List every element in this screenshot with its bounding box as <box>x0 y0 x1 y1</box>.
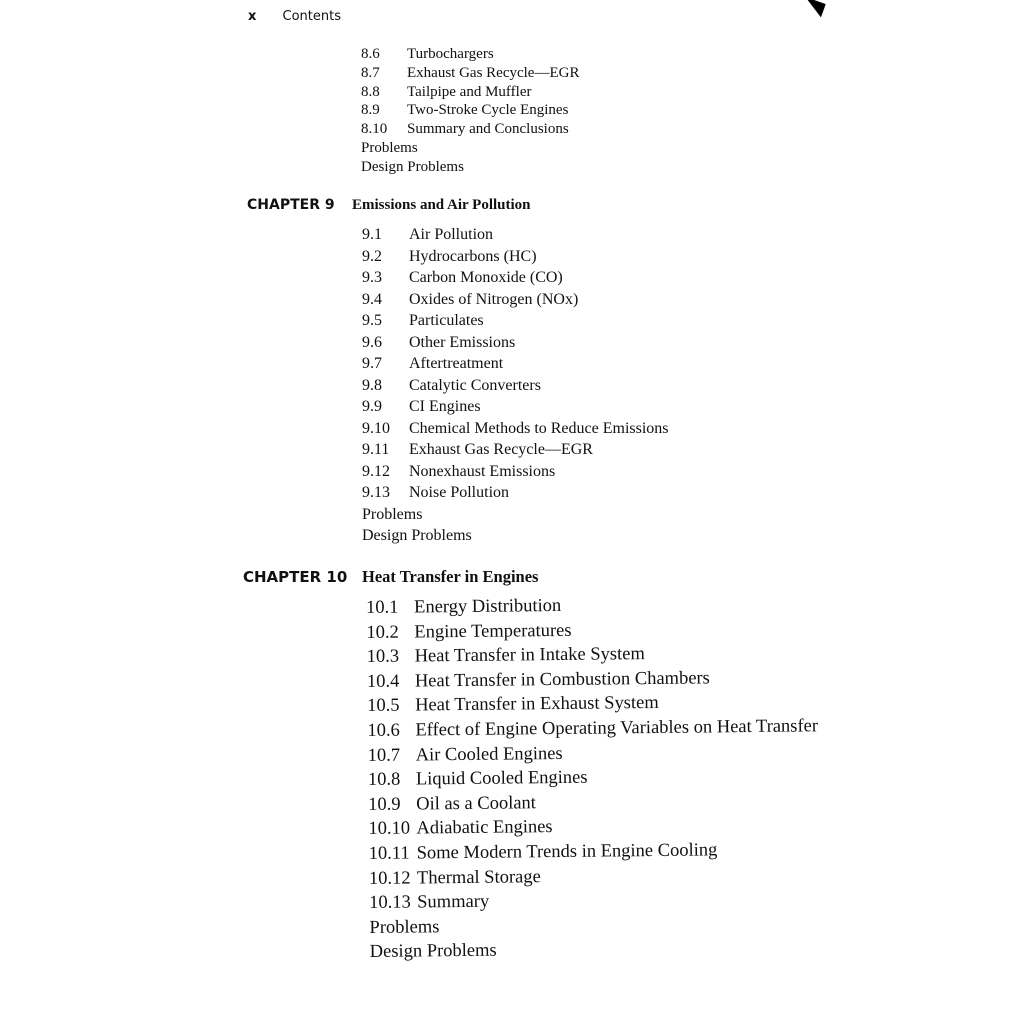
toc-entry <box>370 936 821 965</box>
page-marker: x <box>248 9 257 24</box>
section-title: Summary <box>417 891 490 913</box>
section-title: Summary and Conclusions <box>407 121 569 138</box>
toc-entry <box>362 482 669 504</box>
section-title: Hydrocarbons (HC) <box>409 247 537 265</box>
toc-entry <box>361 45 579 64</box>
toc-entry <box>361 83 579 102</box>
section-title: Turbochargers <box>407 46 494 62</box>
section-title: Tailpipe and Muffler <box>407 83 532 100</box>
section-number: 8.9 <box>361 102 380 119</box>
section-title: Effect of Engine Operating Variables on Heat Transfer <box>415 716 819 741</box>
section-title: Heat Transfer in Exhaust System <box>415 693 659 716</box>
chapter-title: Emissions and Air Pollution <box>352 197 531 213</box>
section-number: 8.7 <box>361 64 380 81</box>
section-title: Problems <box>369 916 440 938</box>
chapter-label: CHAPTER 9 <box>247 197 335 213</box>
header-title: Contents <box>282 9 342 24</box>
toc-entry <box>362 461 669 483</box>
section-number: 10.1 <box>366 597 399 618</box>
section-title: Nonexhaust Emissions <box>409 462 556 480</box>
section-title: CI Engines <box>409 398 481 415</box>
section-title: Chemical Methods to Reduce Emissions <box>409 419 669 437</box>
toc-entry <box>362 289 669 311</box>
toc-entry <box>362 504 669 526</box>
section-title: Design Problems <box>362 527 472 544</box>
toc-entry <box>362 439 669 461</box>
section-title: Exhaust Gas Recycle—EGR <box>407 64 580 81</box>
section-number: 9.6 <box>362 333 382 351</box>
toc-entry <box>361 101 579 120</box>
section-number: 9.7 <box>362 355 382 372</box>
section-number: 9.5 <box>362 312 382 329</box>
toc-entry <box>361 120 579 139</box>
section-title: Other Emissions <box>409 333 516 351</box>
toc-entry <box>362 375 669 397</box>
chapter-10-entries <box>366 591 820 965</box>
section-title: Catalytic Converters <box>409 376 541 394</box>
section-title: Liquid Cooled Engines <box>415 767 588 790</box>
section-title: Design Problems <box>361 158 464 175</box>
toc-entry <box>361 158 579 177</box>
chapter-9-heading <box>247 197 531 214</box>
chapter-9-entries <box>362 224 669 547</box>
section-title: Oxides of Nitrogen (NOx) <box>409 290 579 308</box>
section-number: 10.3 <box>366 646 400 668</box>
chapter-label: CHAPTER 10 <box>243 568 348 586</box>
toc-entry <box>362 224 669 246</box>
chapter-title: Heat Transfer in Engines <box>362 567 539 586</box>
toc-entry <box>362 310 669 332</box>
page-corner-mark <box>800 0 825 17</box>
section-title: Problems <box>362 505 423 523</box>
section-number: 10.7 <box>367 745 401 766</box>
section-number: 10.4 <box>366 671 400 692</box>
section-title: Design Problems <box>369 940 497 963</box>
section-title: Carbon Monoxide (CO) <box>409 269 563 286</box>
section-number: 9.3 <box>362 269 382 286</box>
section-title: Energy Distribution <box>414 595 562 618</box>
section-number: 9.2 <box>362 247 382 265</box>
section-number: 10.9 <box>368 794 401 815</box>
section-number: 10.10 <box>368 818 411 840</box>
section-title: Engine Temperatures <box>414 620 572 643</box>
section-number: 9.12 <box>362 462 390 480</box>
section-number: 9.8 <box>362 376 382 394</box>
section-number: 10.11 <box>368 843 410 864</box>
section-number: 10.12 <box>368 868 411 889</box>
section-number: 10.6 <box>367 720 400 741</box>
toc-entry <box>367 714 818 743</box>
section-number: 10.13 <box>369 892 411 914</box>
section-number: 8.10 <box>361 121 388 138</box>
toc-entry <box>361 64 579 83</box>
section-number: 10.8 <box>367 769 401 791</box>
section-number: 9.1 <box>362 226 382 243</box>
section-number: 9.4 <box>362 290 382 308</box>
section-title: Particulates <box>409 312 484 329</box>
toc-entry <box>361 139 579 158</box>
section-title: Aftertreatment <box>409 355 504 372</box>
section-title: Thermal Storage <box>416 866 541 889</box>
running-header <box>248 9 341 24</box>
section-number: 9.10 <box>362 419 390 437</box>
toc-entry <box>362 332 669 354</box>
section-title: Heat Transfer in Combustion Chambers <box>414 668 710 692</box>
toc-entry <box>362 246 669 268</box>
section-title: Air Pollution <box>409 226 494 243</box>
section-title: Air Cooled Engines <box>415 743 563 766</box>
toc-entry <box>362 396 669 418</box>
section-number: 10.2 <box>366 622 399 643</box>
toc-entry <box>362 418 669 440</box>
section-number: 9.13 <box>362 484 390 501</box>
section-title: Noise Pollution <box>409 484 510 501</box>
section-number: 8.6 <box>361 46 380 62</box>
chapter-8-entries <box>361 45 579 177</box>
section-title: Some Modern Trends in Engine Cooling <box>416 840 718 864</box>
section-number: 10.5 <box>367 696 400 717</box>
chapter-10-heading <box>243 567 538 587</box>
toc-entry <box>362 353 669 375</box>
toc-entry <box>362 267 669 289</box>
section-title: Oil as a Coolant <box>416 792 537 815</box>
section-title: Heat Transfer in Intake System <box>414 644 645 667</box>
toc-entry <box>362 525 669 547</box>
section-number: 9.9 <box>362 398 382 415</box>
section-title: Adiabatic Engines <box>416 817 553 839</box>
section-title: Exhaust Gas Recycle—EGR <box>409 441 593 458</box>
section-title: Two-Stroke Cycle Engines <box>407 102 569 119</box>
section-number: 9.11 <box>362 441 390 458</box>
section-number: 8.8 <box>361 83 380 100</box>
section-title: Problems <box>361 139 418 156</box>
